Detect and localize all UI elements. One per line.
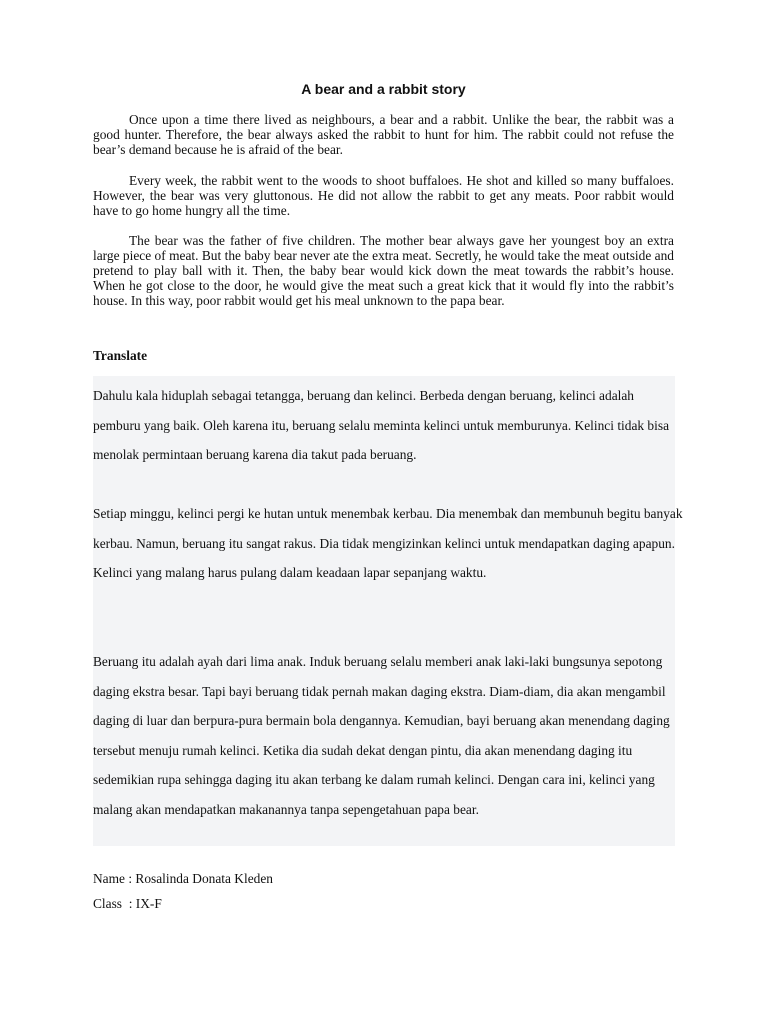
student-class: Class : IX-F — [93, 896, 162, 911]
translation-paragraph-2: Setiap minggu, kelinci pergi ke hutan untuk menembak kerbau. Dia menembak dan membunuh begitu banyak kerbau. Namun, beruang itu sangat rakus. Dia tidak mengizinkan kelinci untuk mendapatkan daging apapun. Kelinci yang malang harus pulang dalam keadaan lapar sepanjang waktu. — [93, 506, 683, 580]
english-paragraph-2: Every week, the rabbit went to the woods to shoot buffaloes. He shot and killed so many buffaloes. However, the bear was very gluttonous. He did not allow the rabbit to get any meats. Poor rabbit would have to go home hungry all the time. — [93, 173, 674, 218]
translation-paragraph-1: Dahulu kala hiduplah sebagai tetangga, beruang dan kelinci. Berbeda dengan beruang, kelinci adalah pemburu yang baik. Oleh karena itu, beruang selalu meminta kelinci untuk memburunya. Kelinci tidak bisa menolak permintaan beruang karena dia takut pada beruang. — [93, 388, 670, 462]
translate-heading: Translate — [93, 348, 148, 363]
document-title: A bear and a rabbit story — [301, 81, 466, 97]
translation-paragraph-3: Beruang itu adalah ayah dari lima anak. Induk beruang selalu memberi anak laki-laki bungsunya sepotong daging ekstra besar. Tapi bayi beruang tidak pernah makan daging ekstra. Diam-diam, dia akan mengambil daging di luar dan berpura-pura bermain bola dengannya. Kemudian, bayi beruang akan menendang daging tersebut menuju rumah kelinci. Ketika dia sudah dekat dengan pintu, dia akan menendang daging itu sedemikian rupa sehingga daging itu akan terbang ke dalam rumah kelinci. Dengan cara ini, kelinci yang malang akan mendapatkan makanannya tanpa sepengetahuan papa bear. — [93, 654, 670, 817]
english-paragraph-1: Once upon a time there lived as neighbours, a bear and a rabbit. Unlike the bear, the rabbit was a good hunter. Therefore, the bear always asked the rabbit to hunt for him. The rabbit could not refuse the bear’s demand because he is afraid of the bear. — [93, 112, 674, 157]
english-paragraph-3: The bear was the father of five children. The mother bear always gave her youngest boy an extra large piece of meat. But the baby bear never ate the extra meat. Secretly, he would take the meat outside and pretend to play ball with it. Then, the baby bear would kick down the meat towards the rabbit’s house. When he got close to the door, he would give the meat such a great kick that it would fly into the rabbit’s house. In this way, poor rabbit would get his meal unknown to the papa bear. — [93, 233, 674, 308]
student-name: Name : Rosalinda Donata Kleden — [93, 871, 273, 886]
